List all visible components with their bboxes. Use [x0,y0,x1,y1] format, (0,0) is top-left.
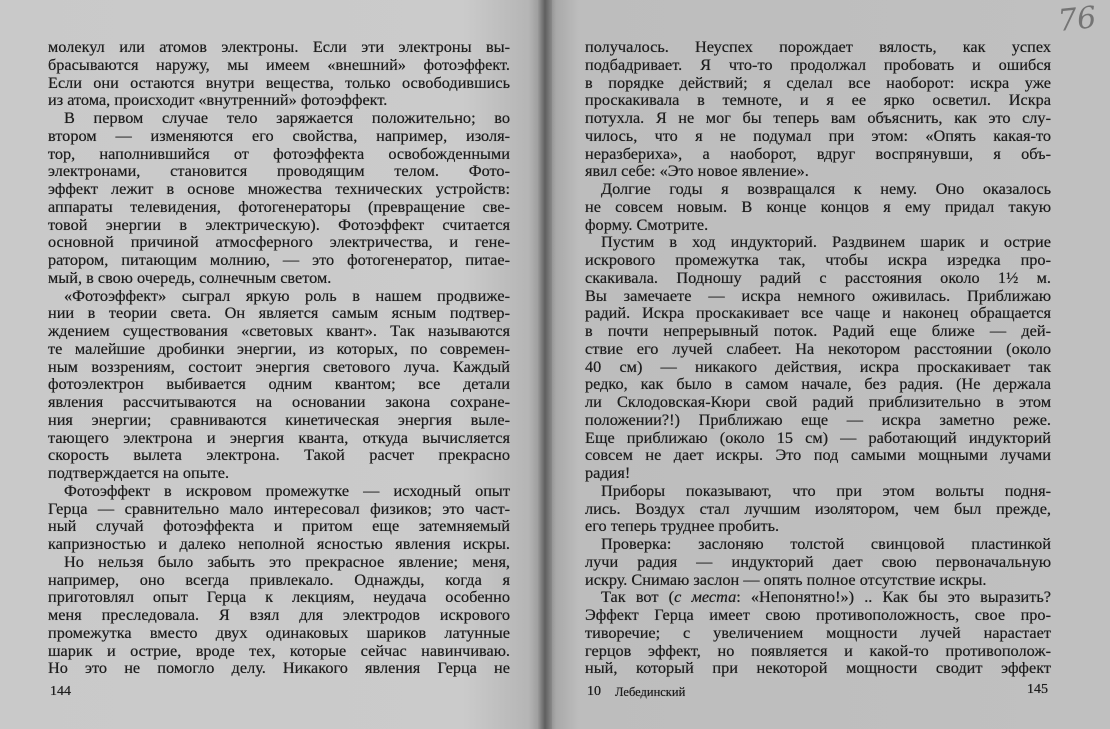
right-page [545,0,1110,729]
text-line: чилось, что я не подумал при этом: «Опять какая-то [585,125,1051,145]
text-line: потухла. Я не мог бы теперь вам объяснить, как это слу- [585,108,1051,127]
text-line: скакивала. Подношу радий с расстояния около 1½ м. [585,267,1051,287]
text-line: получалось. Неуспех порождает вялость, как успех [585,37,1051,56]
text-line: Вы замечаете — искра немного оживилась. Приближаю [585,285,1051,305]
text-line: радия! [585,463,631,482]
text-line: форму. Смотрите. [585,214,709,234]
text-line: В первом случае тело заряжается положительно; во [64,108,510,127]
text-line: Пустим в ход индукторий. Раздвинем шарик и острие [601,232,1051,252]
text-line: тиворечие; с увеличением мощности лучей нарастает [585,622,1051,642]
left-page [0,0,545,729]
text-line: подтверждается на опыте. [48,463,230,482]
text-line: меня преследовала. Я взял для электродов искрового [48,605,510,624]
signature-mark: 10 [587,684,601,699]
text-line: его теперь труднее пробить. [585,516,780,536]
text-line: Проверка: заслоняю толстой свинцовой пластинкой [601,534,1051,553]
text-line: молекул или атомов электроны. Если эти электроны вы- [48,37,510,56]
text-line: проскакивала в темноте, и я ее ярко осветил. Искра [585,90,1051,110]
text-line: тор, наполнившийся от фотоэффекта освобожденными [48,143,510,163]
text-line: неразбериха», а наоборот, вдруг воспрянувши, я объ- [585,143,1051,163]
text-line: искру. Снимаю заслон — опять полное отсутствие искры. [585,569,987,589]
text-line: нии в теории света. Он является самым ясным подтвер- [48,303,510,323]
text-line [585,588,1051,606]
page-number-right: 145 [1027,682,1048,697]
text-line: шарик и острие, вроде тех, которые сейчас навинчиваю. [48,640,510,660]
text-line: герцов эффект, но появляется и какой-то противополож- [585,640,1051,660]
page-number-left: 144 [50,684,71,699]
book-gutter [538,0,552,729]
text-line: явления рассчитываются на основании закона сохране- [48,392,510,411]
text-line: ствие его лучей слабеет. На некотором расстоянии (около [585,338,1051,358]
text-line: искрового промежутка так, чтобы искра изредка про- [585,250,1051,269]
text-line: ным воззрениям, состоит энергия светового луча. Каждый [48,356,510,376]
text-line: не совсем новым. В конце концов я ему придал такую [585,196,1051,216]
text-line: ный, который при некоторой мощности сводит эффект [585,658,1051,678]
text-line: Но это не помогло делу. Никакого явления Герца не [48,658,510,678]
text-line: Если они остаются внутри вещества, только освободившись [48,72,510,92]
text-line: ратором, питающим молнию, — это фотогенератор, питае- [48,250,510,269]
text-line: ния энергии; сравниваются кинетическая энергия выле- [48,409,510,429]
text-line: в почти непрерывный поток. Радий еще ближе — дей- [585,321,1051,340]
text-line: фотоэлектрон выбивается одним квантом; все детали [48,374,510,394]
text-line: скорость вылета электрона. Такой расчет прекрасно [48,445,510,465]
text-line: промежутка вместо двух одинаковых шариков латунные [48,622,510,642]
text-line: втором — изменяются его свойства, например, изоля- [48,125,510,145]
text-line: совсем не дает искры. Это под самыми мощными лучами [585,445,1051,465]
text-line: положении?!) Приближаю еще — искра заметно реже. [585,409,1051,429]
text-line: Долгие годы я возвращался к нему. Оно оказалось [601,179,1051,198]
text-line: эффект лежит в основе множества технических устройств: [48,179,510,198]
text-line: 40 см) — никакого действия, искра проскакивает так [585,356,1051,376]
text-line: ждением существования «световых квант». Так называются [48,321,510,340]
text-line: Еще приближаю (около 15 см) — работающий индукторий [585,427,1051,447]
signature-author: Лебединский [615,685,686,699]
text-line: радий. Искра проскакивает все чаще и наконец обращается [585,303,1051,323]
text-line: товой энергии в электрическую). Фотоэффект считается [48,214,510,234]
text-line: Герца — сравнительно мало интересовал физиков; это част- [48,498,510,518]
text-line: Фотоэффект в искровом промежутке — исходный опыт [64,480,510,500]
italic-text: с места [674,587,737,607]
text-span: Так вот ( [601,587,675,607]
text-line: Эффект Герца имеет свою противоположность, свое про- [585,605,1051,624]
text-line: брасываются наружу, мы имеем «внешний» фотоэффект. [48,54,510,74]
text-line: редко, как было в самом начале, без радия. (Не держала [585,374,1051,394]
text-line: Приборы показывают, что при этом вольты подня- [601,480,1051,500]
text-line: Но нельзя было забыть это прекрасное явление; меня, [64,551,510,571]
text-line: лучи радия — индукторий дает свою первоначальную [585,551,1051,571]
text-line: «Фотоэффект» сыграл яркую роль в нашем продвиже- [64,285,510,305]
text-line: ный случай фотоэффекта и притом еще затемняемый [48,516,510,536]
handwritten-note: 76 [1056,0,1098,39]
text-line: например, оно всегда привлекало. Однажды, когда я [48,569,510,589]
text-span: : «Непонятно!») .. Как бы это выразить? [736,587,1052,607]
text-line: в порядке действий; я сделал все наоборот: искра уже [585,72,1051,92]
text-line: капризностью и далеко неполной ясностью явления искры. [48,534,510,553]
text-line: из атома, происходит «внутренний» фотоэффект. [48,90,388,110]
text-line: аппараты телевидения, фотогенераторы (превращение све- [48,196,510,216]
text-line: лись. Воздух стал лучшим изолятором, чем был прежде, [585,498,1051,518]
text-line: те малейшие дробинки энергии, из которых, по современ- [48,338,510,358]
text-line: приготовлял опыт Герца к лекциям, неудача особенно [48,587,510,607]
text-line: мый, в свою очередь, солнечным светом. [48,267,332,287]
text-line: явил себе: «Это новое явление». [585,161,809,181]
text-line: тающего электрона и энергия кванта, откуда вычисляется [48,427,510,447]
text-line: ли Склодовская-Кюри свой радий приблизительно в этом [585,392,1051,411]
text-line: электронами, становится проводящим телом. Фото- [48,161,510,181]
text-line: подбадривает. Я что-то продолжал пробовать и ошибся [585,54,1051,74]
text-line: основной причиной атмосферного электричества, и гене- [48,232,510,252]
